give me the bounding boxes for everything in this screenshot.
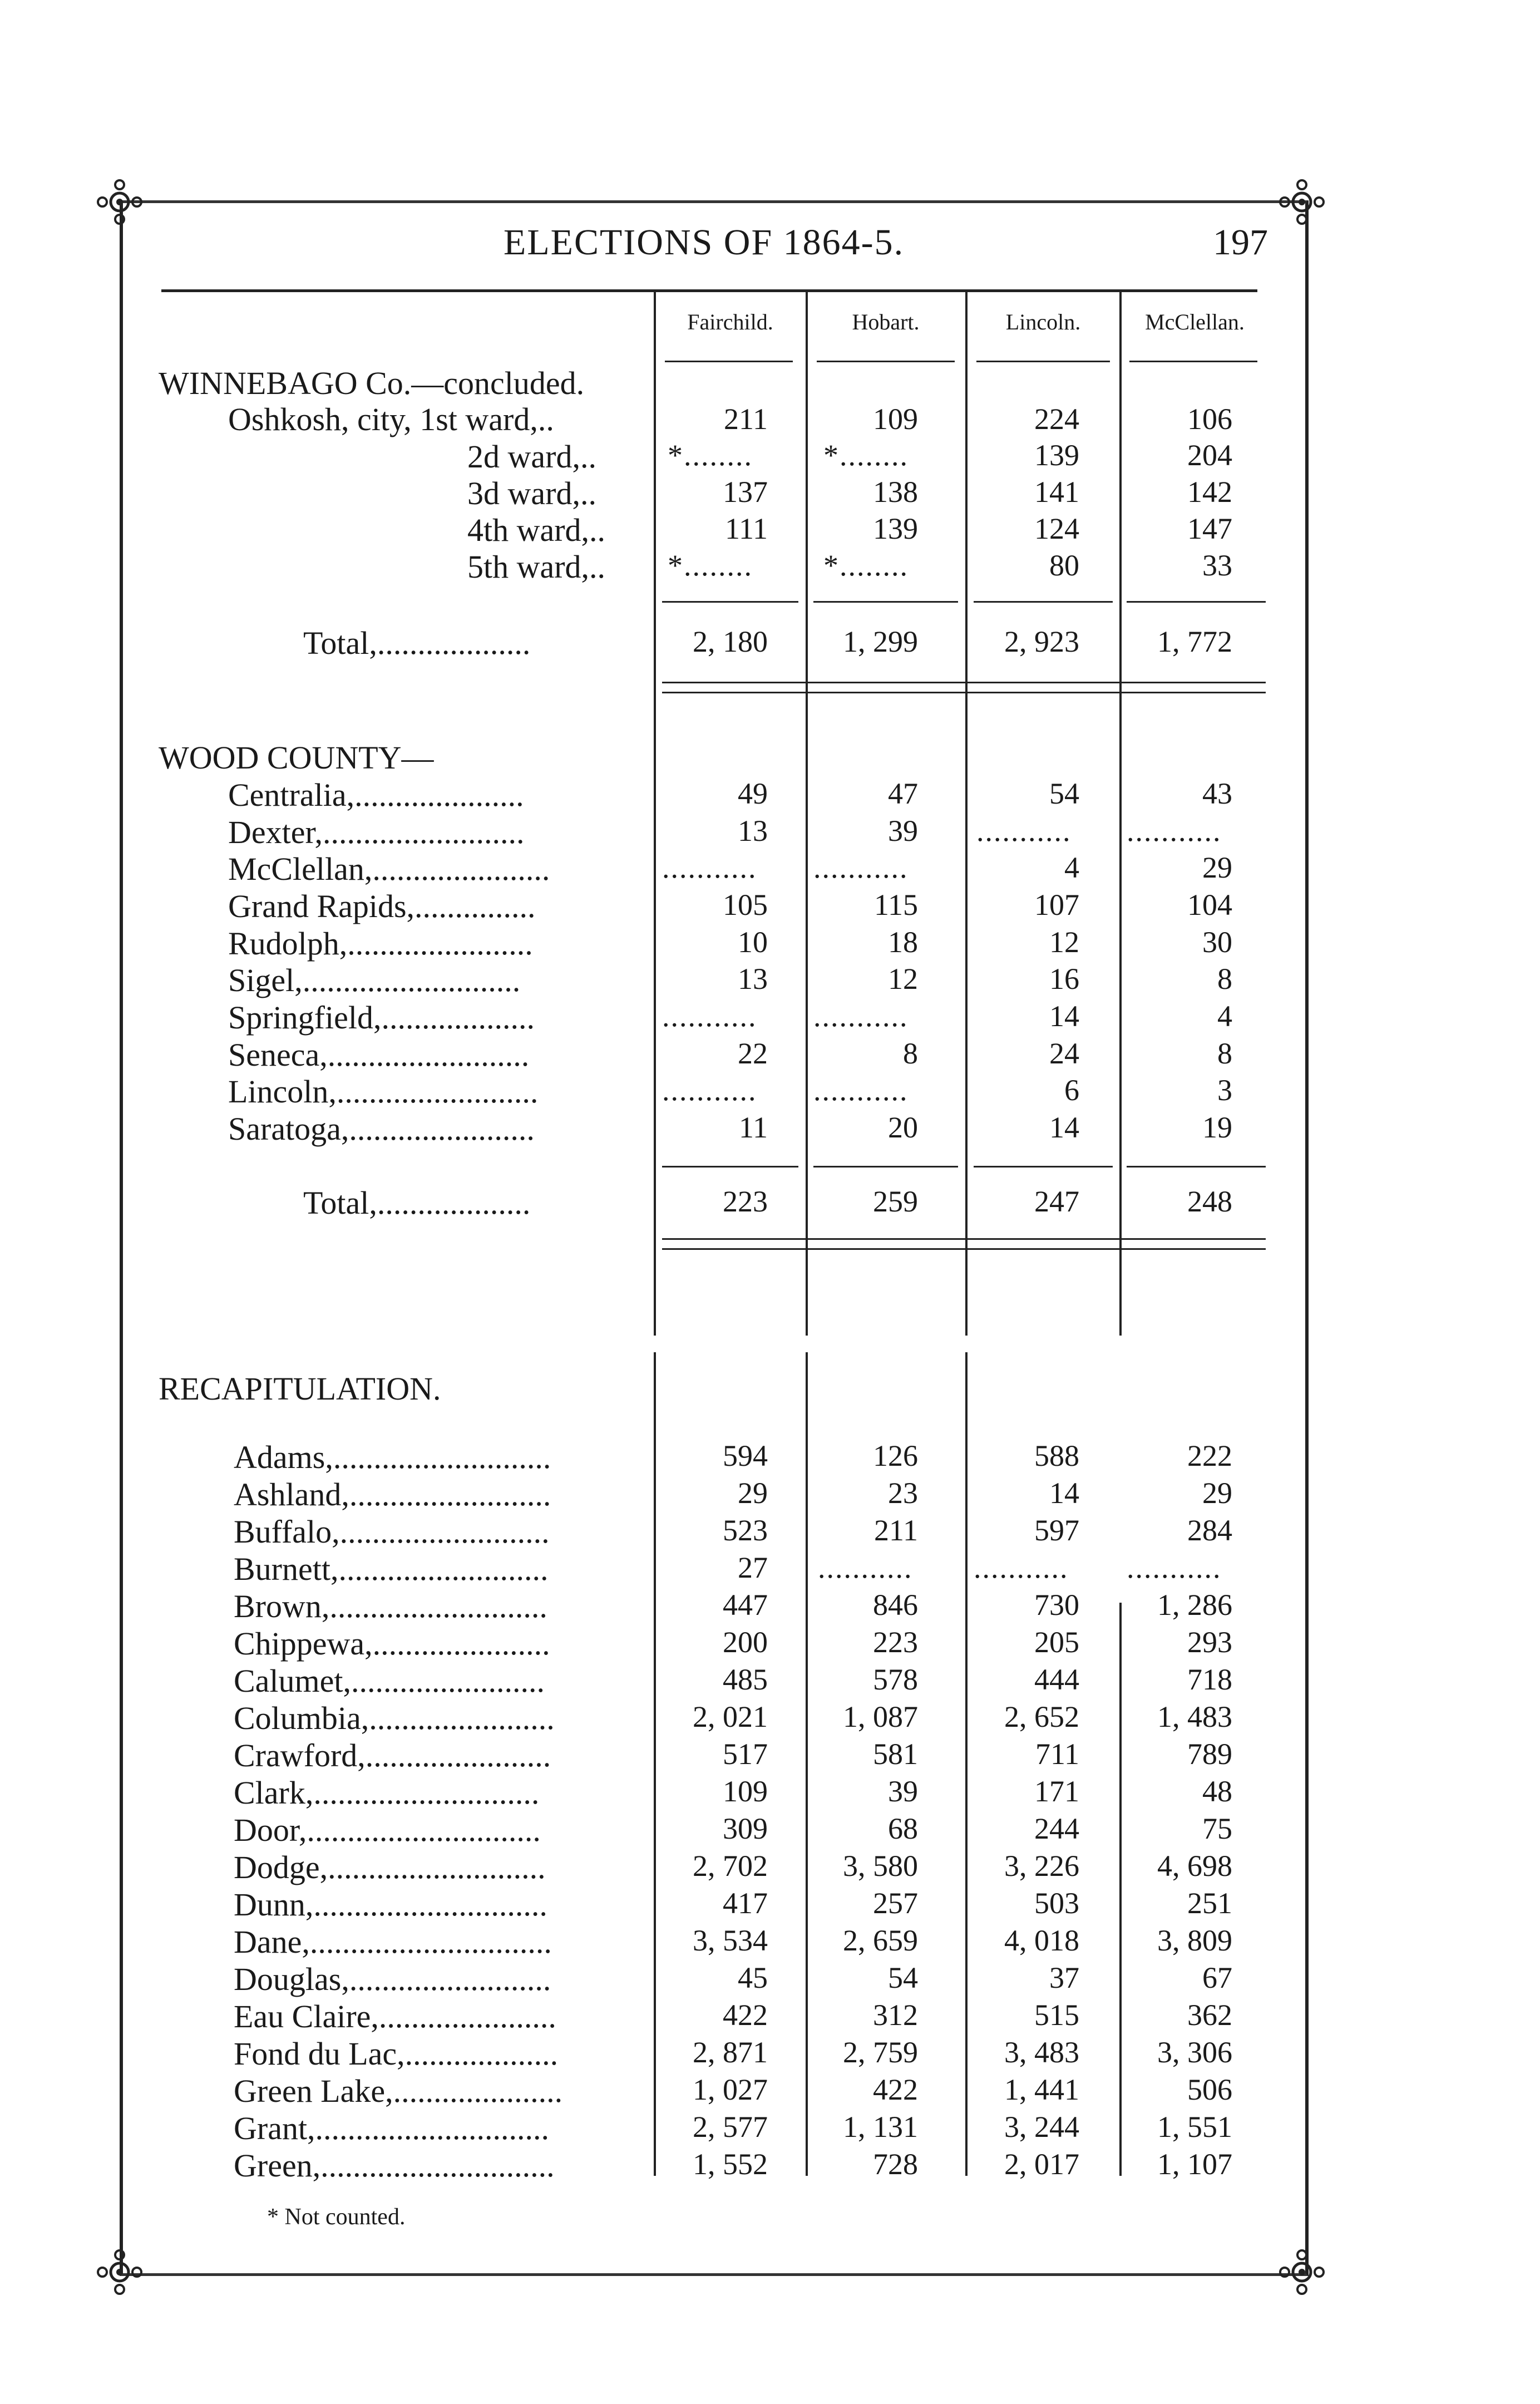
- cell-hobart: 126: [873, 1439, 918, 1472]
- cell-hobart: 1, 131: [843, 2110, 918, 2144]
- header-rule: [161, 289, 1257, 292]
- row-label: Brown,...........................: [234, 1588, 547, 1624]
- cell-hobart: 2, 659: [843, 1924, 918, 1957]
- cell-fairchild: 447: [723, 1588, 768, 1622]
- cell-mcclellan: 789: [1187, 1737, 1232, 1771]
- total-lincoln: 247: [1034, 1185, 1079, 1218]
- cell-lincoln: 597: [1034, 1514, 1079, 1547]
- cell-hobart: 8: [903, 1037, 918, 1070]
- row-label: Crawford,.......................: [234, 1737, 551, 1774]
- cell-mcclellan: 8: [1217, 962, 1232, 996]
- cell-mcclellan: 284: [1187, 1514, 1232, 1547]
- cell-lincoln: 4, 018: [1004, 1924, 1079, 1957]
- cell-fairchild: 137: [723, 475, 768, 509]
- cell-hobart: 581: [873, 1737, 918, 1771]
- cell-mcclellan: 104: [1187, 888, 1232, 922]
- cell-fairchild: 111: [725, 512, 768, 545]
- cell-lincoln: 14: [1049, 1111, 1079, 1144]
- cell-hobart: 54: [888, 1961, 918, 1994]
- row-label: Adams,...........................: [234, 1439, 551, 1475]
- footnote: * Not counted.: [267, 2204, 406, 2230]
- cell-lincoln: 14: [1049, 999, 1079, 1033]
- header-underline: [817, 361, 955, 362]
- cell-mcclellan: 43: [1202, 777, 1232, 810]
- cell-hobart: 23: [888, 1476, 918, 1510]
- cell-hobart: ...........: [813, 999, 909, 1033]
- row-label: Oshkosh, city, 1st ward,..: [228, 401, 554, 437]
- row-label: Seneca,.........................: [228, 1037, 530, 1073]
- cell-fairchild: 485: [723, 1663, 768, 1696]
- cell-hobart: 578: [873, 1663, 918, 1696]
- cell-fairchild: 109: [723, 1775, 768, 1808]
- column-header-hobart: Hobart.: [852, 309, 920, 334]
- cell-hobart: 68: [888, 1812, 918, 1845]
- cell-lincoln: 503: [1034, 1886, 1079, 1920]
- total-label: Total,...................: [303, 625, 531, 661]
- cell-lincoln: 141: [1034, 475, 1079, 509]
- cell-lincoln: 3, 226: [1004, 1849, 1079, 1883]
- cell-fairchild: 45: [738, 1961, 768, 1994]
- row-label: Centralia,.....................: [228, 777, 524, 813]
- cell-lincoln: ...........: [976, 814, 1072, 848]
- cell-mcclellan: 48: [1202, 1775, 1232, 1808]
- column-header-lincoln: Lincoln.: [1005, 309, 1081, 334]
- cell-fairchild: 2, 871: [693, 2036, 768, 2069]
- cell-mcclellan: 106: [1187, 402, 1232, 436]
- row-label: 2d ward,..: [467, 439, 596, 475]
- total-label: Total,...................: [303, 1185, 531, 1221]
- cell-mcclellan: 19: [1202, 1111, 1232, 1144]
- cell-fairchild: 27: [738, 1551, 768, 1584]
- cell-mcclellan: ...........: [1127, 814, 1222, 848]
- cell-fairchild: 11: [739, 1111, 768, 1144]
- cell-lincoln: 205: [1034, 1625, 1079, 1659]
- cell-hobart: 138: [873, 475, 918, 509]
- cell-mcclellan: 30: [1202, 925, 1232, 959]
- row-label: Sigel,...........................: [228, 962, 521, 998]
- cell-hobart: *........: [823, 439, 909, 472]
- row-label: Douglas,.........................: [234, 1961, 551, 1997]
- cell-lincoln: 37: [1049, 1961, 1079, 1994]
- row-label: 4th ward,..: [467, 512, 606, 548]
- total-mcclellan: 1, 772: [1157, 625, 1232, 658]
- row-label: 3d ward,..: [467, 475, 596, 511]
- cell-fairchild: 10: [738, 925, 768, 959]
- row-label: Calumet,........................: [234, 1663, 545, 1699]
- cell-lincoln: 2, 652: [1004, 1700, 1079, 1733]
- cell-lincoln: 54: [1049, 777, 1079, 810]
- row-label: Clark,............................: [234, 1775, 540, 1811]
- corner-ornament-icon: [95, 177, 145, 227]
- subtotal-rule: [813, 601, 958, 603]
- cell-lincoln: 139: [1034, 439, 1079, 472]
- cell-mcclellan: ...........: [1127, 1551, 1222, 1584]
- page-number: 197: [1213, 222, 1268, 263]
- row-label: Fond du Lac,...................: [234, 2036, 559, 2072]
- subtotal-rule: [1127, 601, 1266, 603]
- cell-fairchild: ...........: [662, 999, 757, 1033]
- row-label: 5th ward,..: [467, 549, 606, 585]
- row-label: Dunn,.............................: [234, 1886, 547, 1923]
- section-heading-recapitulation: RECAPITULATION.: [159, 1371, 441, 1407]
- cell-hobart: 47: [888, 777, 918, 810]
- cell-hobart: ...........: [813, 1073, 909, 1107]
- cell-fairchild: 29: [738, 1476, 768, 1510]
- cell-mcclellan: 506: [1187, 2073, 1232, 2106]
- row-label: Green Lake,.....................: [234, 2073, 563, 2109]
- section-heading-winnebago: WINNEBAGO Co.—concluded.: [159, 365, 585, 401]
- cell-lincoln: 711: [1035, 1737, 1079, 1771]
- row-label: Dane,..............................: [234, 1924, 552, 1960]
- cell-lincoln: 6: [1064, 1073, 1079, 1107]
- cell-fairchild: 105: [723, 888, 768, 922]
- cell-hobart: 257: [873, 1886, 918, 1920]
- cell-mcclellan: 29: [1202, 851, 1232, 884]
- cell-hobart: 422: [873, 2073, 918, 2106]
- cell-fairchild: 422: [723, 1998, 768, 2032]
- cell-hobart: 211: [874, 1514, 918, 1547]
- cell-hobart: 139: [873, 512, 918, 545]
- cell-lincoln: 1, 441: [1004, 2073, 1079, 2106]
- row-label: Buffalo,..........................: [234, 1514, 550, 1550]
- cell-mcclellan: 4: [1217, 999, 1232, 1033]
- row-label: Columbia,.......................: [234, 1700, 555, 1736]
- corner-ornament-icon: [1277, 177, 1327, 227]
- column-header-fairchild: Fairchild.: [687, 309, 773, 334]
- cell-mcclellan: 3, 809: [1157, 1924, 1232, 1957]
- cell-mcclellan: 142: [1187, 475, 1232, 509]
- column-divider: [654, 289, 656, 1336]
- cell-hobart: 39: [888, 814, 918, 848]
- cell-mcclellan: 1, 107: [1157, 2147, 1232, 2181]
- total-double-rule: [662, 1248, 1266, 1250]
- cell-lincoln: 16: [1049, 962, 1079, 996]
- cell-lincoln: 2, 017: [1004, 2147, 1079, 2181]
- cell-mcclellan: 33: [1202, 549, 1232, 582]
- cell-lincoln: 588: [1034, 1439, 1079, 1472]
- cell-mcclellan: 1, 286: [1157, 1588, 1232, 1622]
- cell-lincoln: 515: [1034, 1998, 1079, 2032]
- cell-fairchild: 417: [723, 1886, 768, 1920]
- cell-fairchild: ...........: [662, 851, 757, 884]
- cell-mcclellan: 8: [1217, 1037, 1232, 1070]
- row-label: Grant,.............................: [234, 2110, 550, 2146]
- cell-hobart: *........: [823, 549, 909, 582]
- cell-hobart: 115: [874, 888, 918, 922]
- cell-mcclellan: 204: [1187, 439, 1232, 472]
- cell-lincoln: 171: [1034, 1775, 1079, 1808]
- total-fairchild: 2, 180: [693, 625, 768, 658]
- cell-fairchild: 2, 577: [693, 2110, 768, 2144]
- cell-hobart: 312: [873, 1998, 918, 2032]
- row-label: Rudolph,.......................: [228, 925, 533, 962]
- cell-lincoln: 4: [1064, 851, 1079, 884]
- cell-hobart: 109: [873, 402, 918, 436]
- cell-hobart: 728: [873, 2147, 918, 2181]
- cell-fairchild: 1, 552: [693, 2147, 768, 2181]
- row-label: Eau Claire,......................: [234, 1998, 556, 2034]
- cell-hobart: 1, 087: [843, 1700, 918, 1733]
- cell-fairchild: 309: [723, 1812, 768, 1845]
- cell-hobart: ...........: [813, 851, 909, 884]
- header-underline: [665, 361, 793, 362]
- cell-mcclellan: 3: [1217, 1073, 1232, 1107]
- cell-lincoln: 444: [1034, 1663, 1079, 1696]
- total-lincoln: 2, 923: [1004, 625, 1079, 658]
- corner-ornament-icon: [1277, 2247, 1327, 2297]
- cell-lincoln: 124: [1034, 512, 1079, 545]
- column-divider: [806, 289, 808, 1336]
- cell-lincoln: 3, 483: [1004, 2036, 1079, 2069]
- cell-fairchild: 2, 702: [693, 1849, 768, 1883]
- cell-fairchild: *........: [668, 549, 753, 582]
- cell-lincoln: 730: [1034, 1588, 1079, 1622]
- cell-lincoln: 3, 244: [1004, 2110, 1079, 2144]
- cell-mcclellan: 3, 306: [1157, 2036, 1232, 2069]
- cell-mcclellan: 1, 551: [1157, 2110, 1232, 2144]
- cell-fairchild: 517: [723, 1737, 768, 1771]
- cell-mcclellan: 1, 483: [1157, 1700, 1232, 1733]
- total-hobart: 1, 299: [843, 625, 918, 658]
- subtotal-rule: [974, 601, 1113, 603]
- row-label: Springfield,...................: [228, 999, 535, 1036]
- row-label: Lincoln,.........................: [228, 1073, 539, 1110]
- cell-lincoln: 224: [1034, 402, 1079, 436]
- cell-hobart: 39: [888, 1775, 918, 1808]
- row-label: Chippewa,......................: [234, 1625, 550, 1662]
- subtotal-rule: [662, 1166, 798, 1167]
- cell-lincoln: 14: [1049, 1476, 1079, 1510]
- row-label: Ashland,.........................: [234, 1476, 551, 1513]
- row-label: Door,.............................: [234, 1812, 541, 1848]
- cell-hobart: 846: [873, 1588, 918, 1622]
- cell-fairchild: 13: [738, 814, 768, 848]
- cell-lincoln: 80: [1049, 549, 1079, 582]
- cell-hobart: ...........: [818, 1551, 913, 1584]
- total-double-rule: [662, 692, 1266, 693]
- cell-fairchild: 22: [738, 1037, 768, 1070]
- cell-mcclellan: 75: [1202, 1812, 1232, 1845]
- cell-fairchild: *........: [668, 439, 753, 472]
- cell-mcclellan: 362: [1187, 1998, 1232, 2032]
- cell-fairchild: 594: [723, 1439, 768, 1472]
- cell-hobart: 12: [888, 962, 918, 996]
- header-underline: [976, 361, 1110, 362]
- page-title: ELECTIONS OF 1864-5.: [504, 222, 905, 263]
- cell-fairchild: 49: [738, 777, 768, 810]
- cell-hobart: 3, 580: [843, 1849, 918, 1883]
- column-header-mcclellan: McClellan.: [1145, 309, 1245, 334]
- cell-lincoln: 24: [1049, 1037, 1079, 1070]
- total-double-rule: [662, 682, 1266, 683]
- cell-mcclellan: 718: [1187, 1663, 1232, 1696]
- cell-lincoln: ...........: [974, 1551, 1069, 1584]
- cell-mcclellan: 67: [1202, 1961, 1232, 1994]
- cell-mcclellan: 4, 698: [1157, 1849, 1232, 1883]
- subtotal-rule: [974, 1166, 1113, 1167]
- cell-fairchild: 523: [723, 1514, 768, 1547]
- cell-fairchild: 1, 027: [693, 2073, 768, 2106]
- cell-hobart: 2, 759: [843, 2036, 918, 2069]
- total-hobart: 259: [873, 1185, 918, 1218]
- total-mcclellan: 248: [1187, 1185, 1232, 1218]
- row-label: Saratoga,.......................: [228, 1111, 535, 1147]
- total-fairchild: 223: [723, 1185, 768, 1218]
- row-label: McClellan,......................: [228, 851, 550, 887]
- subtotal-rule: [662, 601, 798, 603]
- cell-mcclellan: 29: [1202, 1476, 1232, 1510]
- row-label: Dodge,...........................: [234, 1849, 546, 1885]
- header-underline: [1129, 361, 1257, 362]
- cell-mcclellan: 251: [1187, 1886, 1232, 1920]
- cell-mcclellan: 293: [1187, 1625, 1232, 1659]
- cell-fairchild: 2, 021: [693, 1700, 768, 1733]
- cell-hobart: 20: [888, 1111, 918, 1144]
- cell-lincoln: 12: [1049, 925, 1079, 959]
- cell-mcclellan: 222: [1187, 1439, 1232, 1472]
- row-label: Burnett,..........................: [234, 1551, 549, 1587]
- subtotal-rule: [813, 1166, 958, 1167]
- row-label: Green,.............................: [234, 2147, 555, 2184]
- row-label: Dexter,.........................: [228, 814, 525, 850]
- row-label: Grand Rapids,...............: [228, 888, 536, 924]
- cell-fairchild: 13: [738, 962, 768, 996]
- cell-hobart: 223: [873, 1625, 918, 1659]
- cell-mcclellan: 147: [1187, 512, 1232, 545]
- cell-lincoln: 244: [1034, 1812, 1079, 1845]
- cell-fairchild: 211: [724, 402, 768, 436]
- cell-hobart: 18: [888, 925, 918, 959]
- cell-lincoln: 107: [1034, 888, 1079, 922]
- cell-fairchild: ...........: [662, 1073, 757, 1107]
- subtotal-rule: [1127, 1166, 1266, 1167]
- cell-fairchild: 200: [723, 1625, 768, 1659]
- corner-ornament-icon: [95, 2247, 145, 2297]
- cell-fairchild: 3, 534: [693, 1924, 768, 1957]
- total-double-rule: [662, 1238, 1266, 1240]
- section-heading-wood-county: WOOD COUNTY—: [159, 740, 434, 776]
